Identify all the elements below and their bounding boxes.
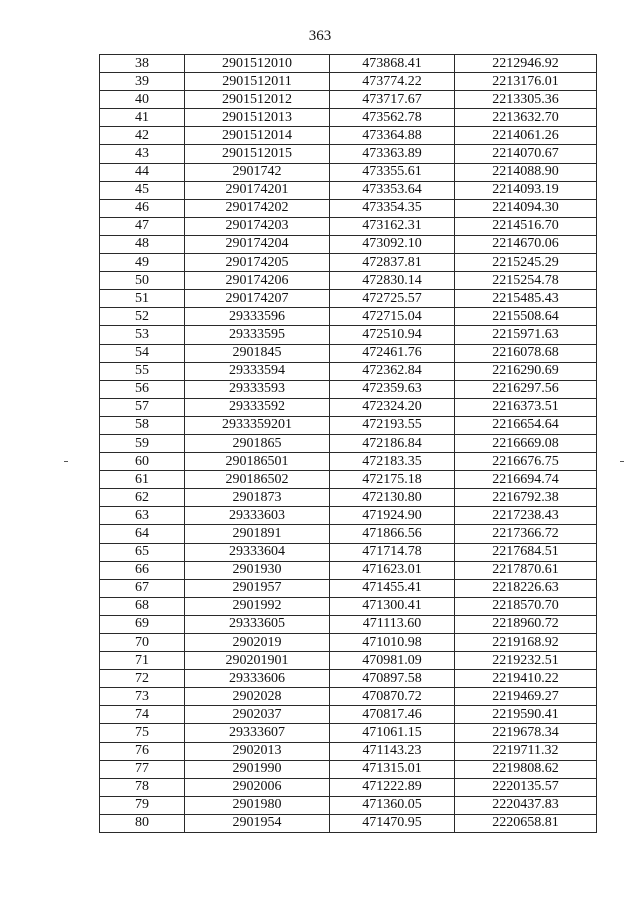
point-id-cell: 290174201 [185,181,330,199]
x-coordinate-cell: 473364.88 [330,127,455,145]
y-coordinate-cell: 2215485.43 [455,290,597,308]
point-number-cell: 80 [100,814,185,832]
point-number-cell: 38 [100,55,185,73]
table-row [100,615,597,633]
x-coordinate-cell: 471315.01 [330,760,455,778]
point-number-cell: 69 [100,615,185,633]
y-coordinate-cell: 2216669.08 [455,434,597,452]
point-id-cell: 2902028 [185,688,330,706]
point-number-cell: 70 [100,634,185,652]
point-id-cell: 2901891 [185,525,330,543]
table-row [100,796,597,814]
y-coordinate-cell: 2216373.51 [455,398,597,416]
x-coordinate-cell: 470981.09 [330,652,455,670]
point-id-cell: 2901512011 [185,73,330,91]
table-row [100,453,597,471]
point-number-cell: 79 [100,796,185,814]
x-coordinate-cell: 472193.55 [330,416,455,434]
table-row [100,326,597,344]
table-row [100,706,597,724]
point-number-cell: 76 [100,742,185,760]
y-coordinate-cell: 2216297.56 [455,380,597,398]
table-row [100,434,597,452]
point-number-cell: 60 [100,453,185,471]
point-number-cell: 46 [100,199,185,217]
point-number-cell: 66 [100,561,185,579]
y-coordinate-cell: 2216792.38 [455,489,597,507]
table-row [100,55,597,73]
point-id-cell: 290174203 [185,217,330,235]
x-coordinate-cell: 470817.46 [330,706,455,724]
point-number-cell: 73 [100,688,185,706]
y-coordinate-cell: 2213632.70 [455,109,597,127]
point-id-cell: 290186501 [185,453,330,471]
x-coordinate-cell: 473092.10 [330,235,455,253]
table-row [100,742,597,760]
coordinates-table [99,54,597,833]
page-number: 363 [308,28,332,44]
x-coordinate-cell: 471113.60 [330,615,455,633]
x-coordinate-cell: 472183.35 [330,453,455,471]
x-coordinate-cell: 472362.84 [330,362,455,380]
table-row [100,543,597,561]
table-row [100,308,597,326]
scan-mark-left [64,461,68,462]
y-coordinate-cell: 2219168.92 [455,634,597,652]
y-coordinate-cell: 2214094.30 [455,199,597,217]
point-number-cell: 68 [100,597,185,615]
table-row [100,217,597,235]
point-id-cell: 29333593 [185,380,330,398]
point-id-cell: 29333605 [185,615,330,633]
point-number-cell: 52 [100,308,185,326]
x-coordinate-cell: 470897.58 [330,670,455,688]
y-coordinate-cell: 2214088.90 [455,163,597,181]
point-number-cell: 50 [100,272,185,290]
point-id-cell: 290174205 [185,254,330,272]
point-id-cell: 2901845 [185,344,330,362]
point-id-cell: 290174206 [185,272,330,290]
point-id-cell: 2901512012 [185,91,330,109]
point-number-cell: 47 [100,217,185,235]
x-coordinate-cell: 472510.94 [330,326,455,344]
x-coordinate-cell: 471222.89 [330,778,455,796]
x-coordinate-cell: 472130.80 [330,489,455,507]
y-coordinate-cell: 2215971.63 [455,326,597,344]
table-row [100,199,597,217]
x-coordinate-cell: 472715.04 [330,308,455,326]
y-coordinate-cell: 2214093.19 [455,181,597,199]
table-row [100,489,597,507]
point-number-cell: 65 [100,543,185,561]
point-id-cell: 2901930 [185,561,330,579]
x-coordinate-cell: 473363.89 [330,145,455,163]
x-coordinate-cell: 472175.18 [330,471,455,489]
y-coordinate-cell: 2219808.62 [455,760,597,778]
y-coordinate-cell: 2216694.74 [455,471,597,489]
point-number-cell: 53 [100,326,185,344]
table-row [100,254,597,272]
point-number-cell: 75 [100,724,185,742]
table-row [100,634,597,652]
point-number-cell: 49 [100,254,185,272]
point-number-cell: 78 [100,778,185,796]
point-number-cell: 41 [100,109,185,127]
y-coordinate-cell: 2215508.64 [455,308,597,326]
point-number-cell: 62 [100,489,185,507]
point-number-cell: 45 [100,181,185,199]
y-coordinate-cell: 2217366.72 [455,525,597,543]
x-coordinate-cell: 472837.81 [330,254,455,272]
y-coordinate-cell: 2219410.22 [455,670,597,688]
x-coordinate-cell: 472725.57 [330,290,455,308]
x-coordinate-cell: 471924.90 [330,507,455,525]
y-coordinate-cell: 2216676.75 [455,453,597,471]
point-number-cell: 67 [100,579,185,597]
point-id-cell: 2901865 [185,434,330,452]
y-coordinate-cell: 2220658.81 [455,814,597,832]
x-coordinate-cell: 473562.78 [330,109,455,127]
x-coordinate-cell: 473354.35 [330,199,455,217]
x-coordinate-cell: 473717.67 [330,91,455,109]
x-coordinate-cell: 471360.05 [330,796,455,814]
point-id-cell: 2901512014 [185,127,330,145]
x-coordinate-cell: 471143.23 [330,742,455,760]
x-coordinate-cell: 473353.64 [330,181,455,199]
x-coordinate-cell: 473868.41 [330,55,455,73]
table-row [100,235,597,253]
point-id-cell: 2901992 [185,597,330,615]
x-coordinate-cell: 472324.20 [330,398,455,416]
y-coordinate-cell: 2219678.34 [455,724,597,742]
point-id-cell: 29333596 [185,308,330,326]
point-number-cell: 71 [100,652,185,670]
y-coordinate-cell: 2217684.51 [455,543,597,561]
point-id-cell: 2901512015 [185,145,330,163]
point-id-cell: 2901957 [185,579,330,597]
coordinates-table-body [100,55,597,833]
point-number-cell: 63 [100,507,185,525]
y-coordinate-cell: 2214670.06 [455,235,597,253]
y-coordinate-cell: 2218960.72 [455,615,597,633]
x-coordinate-cell: 472461.76 [330,344,455,362]
table-row [100,688,597,706]
point-id-cell: 290201901 [185,652,330,670]
table-row [100,109,597,127]
table-row [100,398,597,416]
table-row [100,181,597,199]
y-coordinate-cell: 2216290.69 [455,362,597,380]
y-coordinate-cell: 2216078.68 [455,344,597,362]
y-coordinate-cell: 2217870.61 [455,561,597,579]
scan-mark-right [620,461,624,462]
y-coordinate-cell: 2215254.78 [455,272,597,290]
point-id-cell: 29333606 [185,670,330,688]
point-number-cell: 44 [100,163,185,181]
point-id-cell: 29333595 [185,326,330,344]
y-coordinate-cell: 2219469.27 [455,688,597,706]
table-row [100,73,597,91]
point-id-cell: 2901742 [185,163,330,181]
point-id-cell: 2933359201 [185,416,330,434]
point-number-cell: 59 [100,434,185,452]
y-coordinate-cell: 2218226.63 [455,579,597,597]
point-id-cell: 2901990 [185,760,330,778]
point-number-cell: 48 [100,235,185,253]
table-row [100,380,597,398]
x-coordinate-cell: 472359.63 [330,380,455,398]
point-number-cell: 43 [100,145,185,163]
point-number-cell: 57 [100,398,185,416]
point-number-cell: 72 [100,670,185,688]
point-id-cell: 29333607 [185,724,330,742]
table-row [100,272,597,290]
x-coordinate-cell: 472186.84 [330,434,455,452]
y-coordinate-cell: 2212946.92 [455,55,597,73]
point-number-cell: 56 [100,380,185,398]
table-row [100,416,597,434]
point-id-cell: 2902006 [185,778,330,796]
y-coordinate-cell: 2218570.70 [455,597,597,615]
table-row [100,163,597,181]
x-coordinate-cell: 471714.78 [330,543,455,561]
point-number-cell: 61 [100,471,185,489]
point-id-cell: 2902013 [185,742,330,760]
table-row [100,561,597,579]
point-id-cell: 2902037 [185,706,330,724]
table-row [100,91,597,109]
y-coordinate-cell: 2219590.41 [455,706,597,724]
point-number-cell: 64 [100,525,185,543]
point-number-cell: 55 [100,362,185,380]
table-row [100,127,597,145]
table-row [100,597,597,615]
y-coordinate-cell: 2220437.83 [455,796,597,814]
x-coordinate-cell: 472830.14 [330,272,455,290]
point-id-cell: 290174207 [185,290,330,308]
point-id-cell: 2901980 [185,796,330,814]
table-row [100,507,597,525]
point-number-cell: 54 [100,344,185,362]
y-coordinate-cell: 2214061.26 [455,127,597,145]
y-coordinate-cell: 2216654.64 [455,416,597,434]
y-coordinate-cell: 2213176.01 [455,73,597,91]
table-row [100,814,597,832]
point-number-cell: 40 [100,91,185,109]
point-id-cell: 29333604 [185,543,330,561]
point-id-cell: 29333603 [185,507,330,525]
point-number-cell: 51 [100,290,185,308]
y-coordinate-cell: 2220135.57 [455,778,597,796]
x-coordinate-cell: 473774.22 [330,73,455,91]
table-row [100,145,597,163]
x-coordinate-cell: 471866.56 [330,525,455,543]
table-row [100,579,597,597]
table-row [100,652,597,670]
point-id-cell: 2901873 [185,489,330,507]
point-id-cell: 2901512010 [185,55,330,73]
x-coordinate-cell: 471623.01 [330,561,455,579]
x-coordinate-cell: 473162.31 [330,217,455,235]
point-number-cell: 42 [100,127,185,145]
table-row [100,362,597,380]
point-id-cell: 2901954 [185,814,330,832]
point-number-cell: 58 [100,416,185,434]
table-row [100,778,597,796]
table-row [100,344,597,362]
table-row [100,525,597,543]
x-coordinate-cell: 471455.41 [330,579,455,597]
point-id-cell: 2902019 [185,634,330,652]
table-row [100,471,597,489]
y-coordinate-cell: 2214070.67 [455,145,597,163]
point-id-cell: 29333594 [185,362,330,380]
point-id-cell: 290174204 [185,235,330,253]
x-coordinate-cell: 471010.98 [330,634,455,652]
point-id-cell: 290174202 [185,199,330,217]
point-id-cell: 2901512013 [185,109,330,127]
y-coordinate-cell: 2219711.32 [455,742,597,760]
table-row [100,670,597,688]
y-coordinate-cell: 2215245.29 [455,254,597,272]
x-coordinate-cell: 471300.41 [330,597,455,615]
x-coordinate-cell: 473355.61 [330,163,455,181]
y-coordinate-cell: 2219232.51 [455,652,597,670]
point-number-cell: 77 [100,760,185,778]
y-coordinate-cell: 2214516.70 [455,217,597,235]
point-id-cell: 290186502 [185,471,330,489]
x-coordinate-cell: 470870.72 [330,688,455,706]
y-coordinate-cell: 2217238.43 [455,507,597,525]
x-coordinate-cell: 471470.95 [330,814,455,832]
point-number-cell: 74 [100,706,185,724]
point-id-cell: 29333592 [185,398,330,416]
x-coordinate-cell: 471061.15 [330,724,455,742]
table-row [100,760,597,778]
point-number-cell: 39 [100,73,185,91]
table-row [100,290,597,308]
table-row [100,724,597,742]
y-coordinate-cell: 2213305.36 [455,91,597,109]
